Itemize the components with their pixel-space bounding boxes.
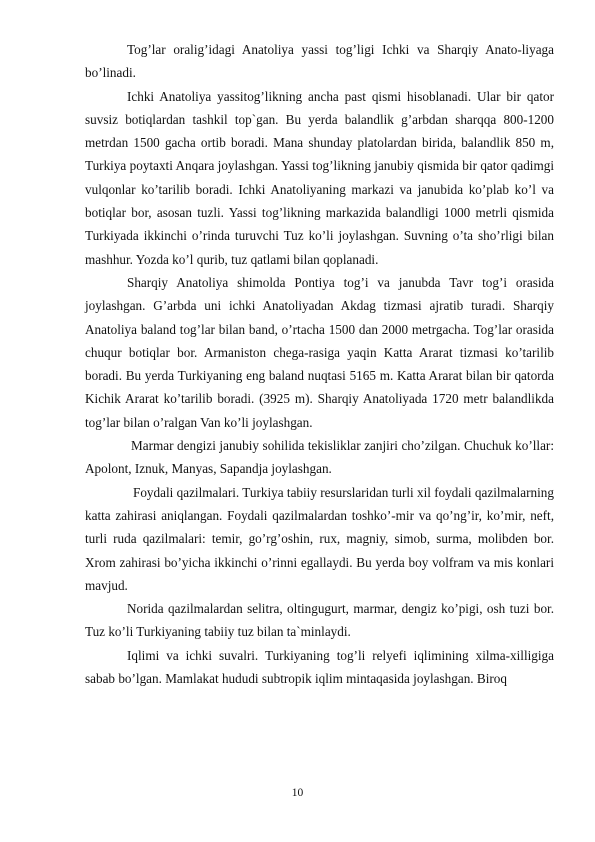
paragraph-inner-anatolia: Ichki Anatoliya yassitog’likning ancha past qismi hisoblanadi. Ular bir qator suvsiz botiqlardan tashkil top`gan. Bu yerda balandlik g’arbdan sharqqa 800-1200 metrdan 1500 gacha ortib boradi. Mana shunday platolardan birida, balandlik 850 m, Turkiya poytaxti Anqara joylashgan. Yassi tog’likning janubiy qismida bir qator qadimgi vulqonlar ko’tarilib boradi. Ichki Anatoliyaning markazi va janubida ko’plab ko’l va botiqlar bor, asosan tuzli. Yassi tog’likning markazida balandligi 1000 metrli qismida Turkiyada ikkinchi o’rinda turuvchi Tuz ko’li joylashgan. Suvning o’ta sho’rligi bilan mashhur. Yozda ko’l qurib, tuz qatlami bilan qoplanadi. [85,88,554,267]
paragraph-marmara-coast: Marmar dengizi janubiy sohilida tekisliklar zanjiri cho’zilgan. Chuchuk ko’llar: Apolont, Iznuk, Manyas, Sapandja joylashgan. [85,438,554,477]
paragraph-eastern-anatolia: Sharqiy Anatoliya shimolda Pontiya tog’i va janubda Tavr tog’i orasida joylashgan. G’arbda uni ichki Anatoliyadan Akdag tizmasi ajratib turadi. Sharqiy Anatoliya baland tog’lar bilan band, o’rtacha 1500 dan 2000 metrgacha. Tog’lar orasida chuqur botiqlar bor. Armaniston chega-rasiga yaqin Katta Ararat tizmasi ko’tarilib boradi. Bu yerda Turkiyaning eng baland nuqtasi 5165 m. Katta Ararat bilan bir qatorda Kichik Ararat ko’tarilib boradi. (3925 m). Sharqiy Anatoliyada 1720 metr balandlikda tog’lar bilan o’ralgan Van ko’li joylashgan. [85,274,554,430]
paragraph-nonmetal-minerals: Norida qazilmalardan selitra, oltingugurt, marmar, dengiz ko’pigi, osh tuzi bor. Tuz ko’li Turkiyaning tabiiy tuz bilan ta`minlaydi. [85,601,554,640]
paragraph-anatolia-intro: Tog’lar oralig’idagi Anatoliya yassi tog’ligi Ichki va Sharqiy Anato-liyaga bo’linadi. [85,42,554,81]
paragraph-minerals: Foydali qazilmalari. Turkiya tabiiy resurslaridan turli xil foydali qazilmalarning katta zahirasi aniqlangan. Foydali qazilmalardan toshko’-mir va qo’ng’ir, ko’mir, neft, turli ruda qazilmalari: temir, go’rg’oshin, rux, magniy, simob, surma, molibden bor. Xrom zahirasi bo’yicha ikkinchi o’rinni egallaydi. Bu yerda boy volfram va mis konlari mavjud. [85,484,554,593]
page-number: 10 [291,787,304,799]
body-text [85,38,554,690]
paragraph-climate-waters: Iqlimi va ichki suvalri. Turkiyaning tog’li relyefi iqlimining xilma-xilligiga sabab bo’lgan. Mamlakat hududi subtropik iqlim mintaqasida joylashgan. Biroq [85,647,554,687]
